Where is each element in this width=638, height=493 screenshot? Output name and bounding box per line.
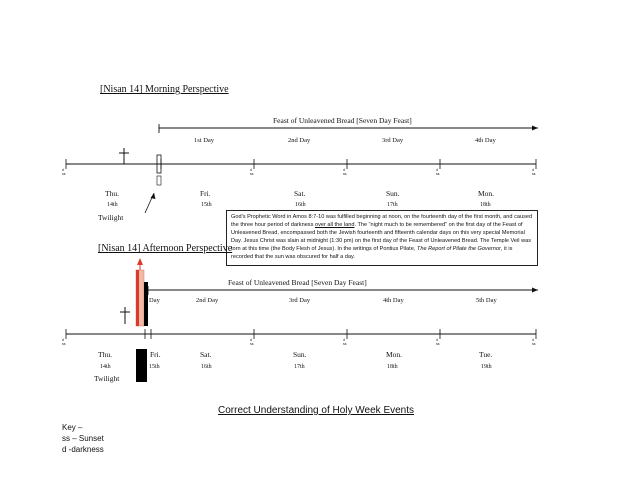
- morning-marker-2: d ss: [250, 168, 254, 176]
- afternoon-date-4: 17th: [294, 364, 305, 370]
- afternoon-marker-2: d ss: [250, 338, 254, 346]
- morning-weekday-2: Fri.: [200, 189, 211, 198]
- morning-marker-4: d ss: [436, 168, 440, 176]
- morning-weekday-3: Sat.: [294, 189, 306, 198]
- afternoon-marker-3: d ss: [343, 338, 347, 346]
- morning-marker-3: d ss: [343, 168, 347, 176]
- red-up-arrow-icon: [137, 258, 143, 265]
- morning-weekday-4: Sun.: [386, 189, 400, 198]
- morning-marker-5: d ss: [532, 168, 536, 176]
- afternoon-weekday-4: Sun.: [293, 350, 307, 359]
- morning-marker-1: d ss: [62, 168, 66, 176]
- afternoon-date-1: 14th: [100, 364, 111, 370]
- morning-weekday-5: Mon.: [478, 189, 495, 198]
- afternoon-marker-4: d ss: [436, 338, 440, 346]
- afternoon-day-1: Day: [149, 297, 160, 304]
- morning-weekday-1: Thu.: [105, 189, 119, 198]
- afternoon-twilight-label: Twilight: [94, 374, 120, 383]
- afternoon-day-3: 3rd Day: [289, 297, 311, 304]
- afternoon-date-2: 15th: [149, 364, 160, 370]
- morning-day-1: 1st Day: [194, 137, 215, 144]
- morning-date-4: 17th: [387, 202, 398, 208]
- morning-twilight-label: Twilight: [98, 213, 124, 222]
- morning-feast-label: Feast of Unleavened Bread [Seven Day Feast]: [273, 116, 412, 125]
- explanation-note: God’s Prophetic Word in Amos 8:7-10 was fulfilled beginning at noon, on the fourteenth day of the first month, and caused the three hour period of darkness over all the land. The “night much to be remembered” on the first day of the Feast of Unleavened Bread, encompassed both the Jewish fourteenth and fifteenth calendar days on this very special Memorial Day. Jesus Christ was slain at midnight (1:30 pm) on the first day of the Feast of Unleavened Bread. The Temple Veil was torn at this time (the Body Flesh of Jesus). In the writings of Pontius Pilate, The Report of Pilate the Governor, it is recorded that the sun was obscured for half a day.: [226, 210, 538, 266]
- morning-day-3: 3rd Day: [382, 137, 404, 144]
- afternoon-weekday-6: Tue.: [479, 350, 493, 359]
- afternoon-black-block: [136, 349, 147, 382]
- afternoon-day-5: 5th Day: [476, 297, 497, 304]
- morning-cross-icon: [119, 148, 129, 164]
- afternoon-date-3: 16th: [201, 364, 212, 370]
- morning-date-5: 18th: [480, 202, 491, 208]
- morning-date-1: 14th: [107, 202, 118, 208]
- afternoon-weekday-1: Thu.: [98, 350, 112, 359]
- afternoon-date-5: 18th: [387, 364, 398, 370]
- afternoon-darkness-bar: [136, 270, 139, 326]
- morning-day-2: 2nd Day: [288, 137, 311, 144]
- afternoon-weekday-3: Sat.: [200, 350, 212, 359]
- afternoon-heading: [Nisan 14] Afternoon Perspective: [98, 243, 233, 254]
- morning-day-4: 4th Day: [475, 137, 496, 144]
- afternoon-weekday-5: Mon.: [386, 350, 403, 359]
- afternoon-day-2: 2nd Day: [196, 297, 219, 304]
- morning-date-2: 15th: [201, 202, 212, 208]
- afternoon-date-6: 19th: [481, 364, 492, 370]
- page-title: Correct Understanding of Holy Week Events: [218, 405, 415, 416]
- morning-date-3: 16th: [295, 202, 306, 208]
- afternoon-weekday-2: Fri.: [150, 350, 161, 359]
- afternoon-marker-1: d ss: [62, 338, 66, 346]
- morning-heading: [Nisan 14] Morning Perspective: [100, 84, 229, 95]
- afternoon-marker-5: d ss: [532, 338, 536, 346]
- key-item-darkness: d -darkness: [62, 445, 104, 454]
- afternoon-cross-icon: [120, 307, 130, 324]
- afternoon-day-4: 4th Day: [383, 297, 404, 304]
- afternoon-feast-label: Feast of Unleavened Bread [Seven Day Feast]: [228, 278, 367, 287]
- key-item-sunset: ss – Sunset: [62, 434, 104, 443]
- key-title: Key –: [62, 423, 83, 432]
